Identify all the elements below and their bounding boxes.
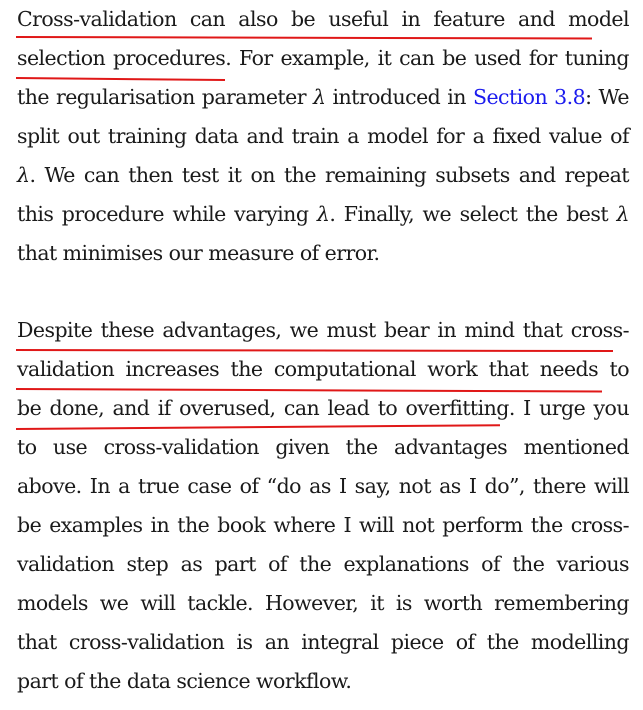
- text-line: [17, 545, 629, 584]
- text-line: [17, 0, 629, 39]
- text-line: [17, 584, 629, 623]
- text-line: [17, 623, 629, 662]
- text-run: split out training data and train a model for a fixed value of: [17, 124, 629, 148]
- text-run: the regularisation parameter: [17, 85, 314, 109]
- text-run: introduced in: [325, 85, 473, 109]
- text-run: this procedure while varying: [17, 202, 317, 226]
- text-line: [17, 39, 629, 78]
- text-line: [17, 156, 629, 195]
- text-run: above. In a true case of “do as I say, not as I do”, there will: [17, 474, 629, 498]
- text-line: [17, 389, 629, 428]
- lambda-symbol: λ: [616, 202, 629, 226]
- section-link[interactable]: Section 3.8: [472, 85, 586, 109]
- text-run: be examples in the book where I will not perform the cross-: [17, 513, 629, 537]
- text-line: [17, 117, 629, 156]
- text-run: Despite these advantages, we must bear in mind that cross-: [17, 318, 629, 342]
- text-line: [17, 195, 629, 234]
- text-line: [17, 506, 629, 545]
- text-run: : We: [585, 85, 629, 109]
- text-run: that minimises our measure of error.: [17, 241, 380, 265]
- text-run: . Finally, we select the best: [329, 202, 617, 226]
- text-run: be done, and if overused, can lead to overfitting. I urge you: [17, 396, 629, 420]
- text-run: validation increases the computational work that needs to: [17, 357, 629, 381]
- text-line: [17, 78, 629, 117]
- text-line: [17, 467, 629, 506]
- text-run: . We can then test it on the remaining subsets and repeat: [29, 163, 629, 187]
- text-run: that cross-validation is an integral piece of the modelling: [17, 630, 629, 654]
- text-line: [17, 662, 351, 701]
- lambda-symbol: λ: [17, 163, 30, 187]
- text-line: [17, 350, 629, 389]
- text-run: models we will tackle. However, it is worth remembering: [17, 591, 629, 615]
- lambda-symbol: λ: [313, 85, 326, 109]
- text-run: validation step as part of the explanations of the various: [17, 552, 629, 576]
- text-run: Cross-validation can also be useful in feature and model: [17, 7, 629, 31]
- lambda-symbol: λ: [316, 202, 330, 226]
- text-line: [17, 428, 629, 467]
- text-line: [17, 234, 379, 273]
- text-line: [17, 311, 629, 350]
- text-run: to use cross-validation given the advantages mentioned: [17, 435, 629, 459]
- text-run: part of the data science workflow.: [17, 669, 352, 693]
- text-run: selection procedures. For example, it can be used for tuning: [17, 46, 629, 70]
